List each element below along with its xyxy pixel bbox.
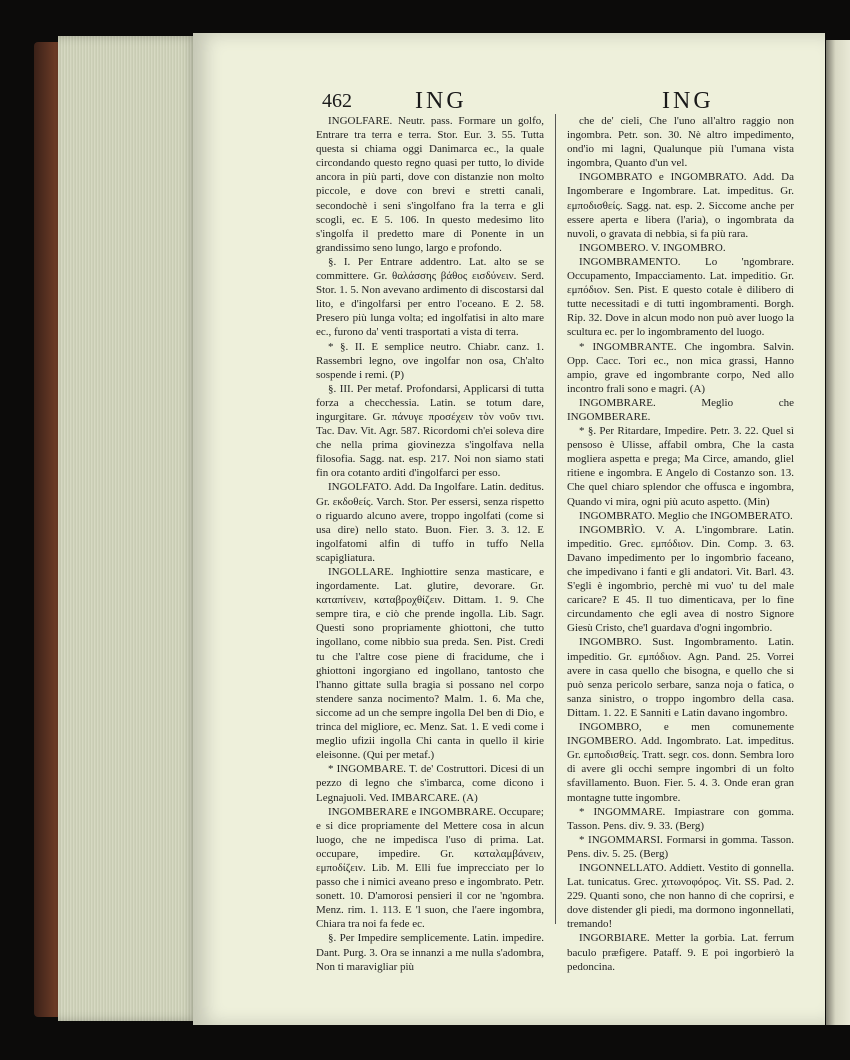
entry-paragraph: §. III. Per metaf. Profondarsi, Applicarsi di tutta forza a checchessia. Latin. se totum dare, ingurgitare. Gr. πάνυγε προσέχειν τὸν νοῦν τινι. Tac. Dav. Vit. Agr. 587. Ricordomi ch'ei soleva dire che nella prima giovinezza s'ingolfava nella filosofia. Sagg. nat. esp. 217. Noi non siamo stati fin ora cotanto arditi d'ingolfarci per esso.: [316, 382, 544, 480]
entry-paragraph: INGOLLARE. Inghiottire senza masticare, e ingordamente. Lat. glutire, devorare. Gr. καταπίνειν, καταβροχθίζειν. Dittam. 1. 9. Che sempre tira, e ciò che prende ingolla. Lib. Sagr. Questi sono propriamente ghiottoni, che tutto ingollano, come nibbio sua preda. Sen. Pist. Credi tu che l'altre cose piene di fracidume, che i ghiottoni ingorgiano ed ingollano, tantosto che l'hanno gittate sulla bragia si possano nel corpo stendere sanza nocimento? Malm. 1. 6. Ma che, siccome ad un che sempre ingolla Del ben di Dio, e trinca del migliore, ec. Menz. Sat. 1. E vedi come i meglio ufizii ingolla Chi canta in quello il kirie eleisonne. (Qui per metaf.): [316, 566, 544, 762]
entry-paragraph: * INGOMBARE. T. de' Costruttori. Dicesi di un pezzo di legno che s'imbarca, come dicono i Legnajuoli. Ved. IMBARCARE. (A): [316, 763, 544, 804]
left-column: [316, 114, 544, 973]
left-running-head: ING: [415, 88, 467, 114]
entry-paragraph: * §. II. E semplice neutro. Chiabr. canz. 1. Rassembri legno, ove ingolfar non osa, Ch'alto sospende i remi. (P): [316, 340, 544, 381]
entry-paragraph: INGOMBRAMENTO. Lo 'ngombrare. Occupamento, Impacciamento. Lat. impeditio. Gr. εμπόδιον. Sen. Pist. E questo cotale è diliberо di tutte necessitadi e di tutti ingombramenti. Borgh. Rip. 32. Dove in alcun modo non può aver luogo la scultura ec. per lo ingombramento del luogo.: [567, 255, 794, 339]
entry-paragraph: INGOMBRÌO. V. A. L'ingombrare. Latin. impeditio. Grec. εμπόδιον. Din. Comp. 3. 63. Davano impedimento per lo ingombrìo faceano, che impedivano i fanti e gli andatori. Vit. Barl. 43. S'egli è ingombrìo, perchè mi vuo' tu del male caricare? E 45. Il tuo dimenticava, per lo fine circundamento che egli avea di nostro Signore Giesù Cristo, che'l guardava d'ogni ingombrìo.: [567, 523, 794, 635]
entry-paragraph: §. Per Impedire semplicemente. Latin. impedire. Dant. Purg. 3. Ora se innanzi a me nulla s'adombra, Non ti maravigliar più: [316, 932, 544, 973]
entry-paragraph: * §. Per Ritardare, Impedire. Petr. 3. 22. Quel sì pensoso è Ulisse, affabil ombra, Che la casta mogliera aspetta e prega; Ma Circe, amando, gliel ritiene e ingombra. E Angelo di Costanzo son. 13. Che quel chiaro splendor che offusca e ingombra, Quando vi mira, ogni più acuto aspetto. (Min): [567, 425, 794, 508]
entry-paragraph: INGOMBRARE. Meglio che INGOMBERARE.: [567, 396, 794, 423]
entry-paragraph: INGOLFARE. Neutr. pass. Formare un golfo, Entrare tra terra e terra. Stor. Eur. 3. 55. Tutta questa si chiama oggi Danimarca ec., la quale circondando questo regno quasi per tutto, lo divide ancora in più parti, dove con distanzie non molto piccole, e dove con brevi e stretti canali, secondochè i seni s'ingolfano fra la terra e gli scogli, ec. E 5. 106. In questo medesimo lito s'ingolfa il predetto mare di Ponente in un grandissimo seno lungo, largo e profondo.: [316, 115, 544, 254]
entry-paragraph: INGONNELLATO. Addiett. Vestito di gonnella. Lat. tunicatus. Grec. χιτωνοφόρος. Vit. SS. Pad. 2. 229. Quanti sono, che non hanno di che coprirsi, e dove distender gli piedi, ma dormono ingonnellati, tremando!: [567, 861, 794, 931]
entry-paragraph: §. I. Per Entrare addentro. Lat. alto se se committere. Gr. θαλάσσης βάθος εισδύνειν. Serd. Stor. 1. 5. Non avevano ardimento di discostarsi dal lito, e d'ingolfarsi per entro l'oceano. E 2. 58. Presero più lunga volta; ed ingolfatisi in alto mare ec., furono da' venti trasportati a vista di terra.: [316, 255, 544, 339]
entry-paragraph: INGOLFATO. Add. Da Ingolfare. Latin. deditus. Gr. εκδοθείς. Varch. Stor. Per essersi, senza rispetto o riguardo alcuno avere, troppo ingolfati (come si usa dire) nello stato. Buon. Fier. 3. 3. 12. E ingolfatomi alfin di tuffo in tuffo Nella scapigliatura.: [316, 481, 544, 564]
entry-paragraph: INGOMBRO. Sust. Ingombramento. Latin. impeditio. Gr. εμπόδιον. Agn. Pand. 25. Vorrei avere in casa quello che bisogna, e quello che si può senza pericolo serbare, sanza noja o fatica, o sanza sinistro, o troppo ingombro della casa. Dittam. 1. 22. E Sanniti e Latin davano ingombro.: [567, 636, 794, 719]
entry-paragraph: * INGOMMARE. Impiastrare con gomma. Tasson. Pens. div. 9. 33. (Berg): [567, 805, 794, 832]
entry-paragraph: che de' cieli, Che l'uno all'altro raggio non ingombra. Petr. son. 30. Nè altro impedimento, ond'io mi lagni, Qualunque più l'umana vista ingombra, Quanto d'un vel.: [567, 115, 794, 170]
right-running-head: ING: [662, 88, 714, 114]
page-number: 462: [322, 90, 352, 112]
entry-paragraph: INGOMBRATO. Meglio che INGOMBERATO.: [579, 509, 793, 522]
column-divider: [555, 114, 556, 924]
entry-paragraph: INGOMBERO. V. INGOMBRO.: [579, 241, 726, 254]
entry-paragraph: INGOMBRO, e men comunemente INGOMBERO. Add. Ingombrato. Lat. impeditus. Gr. εμποδισθείς. Tratt. segr. cos. donn. Sembra loro di avere gli occhi sempre ingombri di un folto sfavillamento. Buon. Fier. 5. 4. 3. Onde eran gran montagne tutte ingombre.: [567, 721, 794, 804]
entry-paragraph: INGOMBERARE e INGOMBRARE. Occupare; e si dice propriamente del Mettere cosa in alcun luogo, che ne impedisca l'uso di prima. Lat. occupare, impedire. Gr. καταλαμβάνειν, εμποδίζειν. Lib. M. Elli fue imprecciato per lo passo che i nimici aveano preso e ingombrato. Petr. sonett. 10. D'amorosi pensieri il cor ne 'ngombra. Menz. rim. 1. 113. E 'l suon, che l'aere ingombra, Chiara tra noi fa fede ec.: [316, 805, 544, 931]
next-page-edge: [826, 40, 850, 1025]
entry-paragraph: * INGOMBRANTE. Che ingombra. Salvin. Opp. Cacc. Tori ec., non mica grassi, Hanno ampio, grave ed ingombrante corpo, Ned allo incontro frali sono e magri. (A): [567, 340, 794, 395]
right-column: [567, 114, 794, 973]
entry-paragraph: INGORBIARE. Metter la gorbia. Lat. ferrum baculo præfigere. Pataff. 9. E poi ingorbierò la pedoncina.: [567, 932, 794, 973]
entry-paragraph: INGOMBRATO e INGOMBRATO. Add. Da Ingomberare e Ingombrare. Lat. impeditus. Gr. εμποδισθείς. Sagg. nat. esp. 2. Siccome anche per essere aperta e libera (l'aria), o ingombrata da nuvoli, o gravata di nebbia, si fa più rara.: [567, 171, 794, 240]
entry-paragraph: * INGOMMARSI. Formarsi in gomma. Tasson. Pens. div. 5. 25. (Berg): [567, 833, 794, 860]
page-edges: [58, 36, 198, 1021]
